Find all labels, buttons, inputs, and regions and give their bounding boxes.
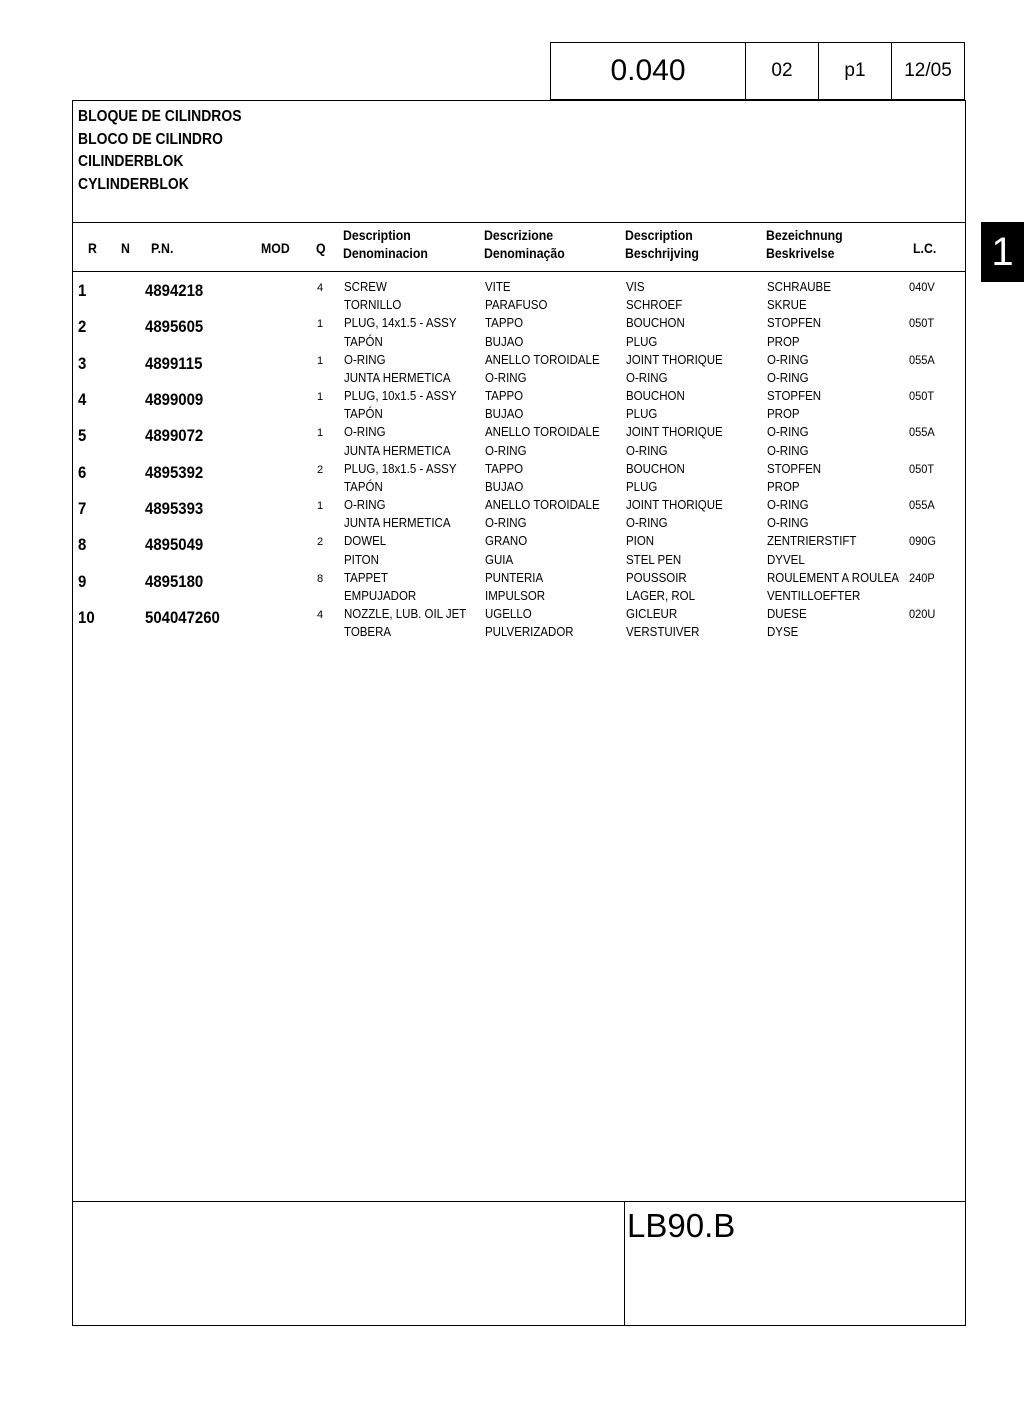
description-line: BOUCHON xyxy=(626,389,685,404)
description-line: DUESE xyxy=(767,607,807,622)
description-cell xyxy=(626,496,723,532)
footer-divider xyxy=(73,1201,965,1202)
description-line: TAPPO xyxy=(485,389,524,404)
parts-list-frame xyxy=(72,100,966,1326)
description-cell xyxy=(626,351,723,387)
description-line: TAPPO xyxy=(485,316,524,331)
labour-code: 055A xyxy=(909,352,935,367)
part-number: 4895049 xyxy=(145,535,204,555)
description-line: PLUG xyxy=(626,334,658,349)
labour-code: 050T xyxy=(909,316,935,331)
description-line: BUJAO xyxy=(485,407,524,422)
description-cell xyxy=(485,496,600,532)
ref-number: 7 xyxy=(78,499,87,519)
col-desc2-line1: Descrizione xyxy=(484,227,554,243)
col-n: N xyxy=(121,240,130,256)
description-line: JOINT THORIQUE xyxy=(626,425,723,440)
description-cell xyxy=(626,605,699,641)
description-line: O-RING xyxy=(767,352,809,367)
description-line: TAPPET xyxy=(344,570,388,585)
description-line: TAPPO xyxy=(485,461,524,476)
part-number: 4895393 xyxy=(145,499,204,519)
description-line: DYSE xyxy=(767,625,799,640)
description-line: BOUCHON xyxy=(626,316,685,331)
ref-number: 8 xyxy=(78,535,87,555)
description-cell xyxy=(344,569,416,605)
quantity: 1 xyxy=(317,427,324,440)
description-line: JUNTA HERMETICA xyxy=(344,370,451,385)
description-line: GICLEUR xyxy=(626,607,678,622)
labour-code: 240P xyxy=(909,570,935,585)
quantity: 1 xyxy=(317,391,324,404)
description-cell xyxy=(767,314,821,350)
ref-number: 3 xyxy=(78,353,87,373)
footer-separator xyxy=(624,1202,625,1325)
title-portuguese: BLOCO DE CILINDRO xyxy=(78,130,223,148)
title-danish: CYLINDERBLOK xyxy=(78,175,189,193)
header-divider xyxy=(73,271,965,272)
description-cell xyxy=(626,387,685,423)
description-cell xyxy=(344,605,466,641)
description-line: O-RING xyxy=(344,498,386,513)
description-line: IMPULSOR xyxy=(485,589,546,603)
description-cell xyxy=(626,314,685,350)
description-line: O-RING xyxy=(767,425,809,440)
labour-code: 040V xyxy=(909,280,935,294)
description-cell xyxy=(485,532,527,568)
description-line: ROULEMENT A ROULEA xyxy=(767,570,900,585)
description-line: VIS xyxy=(626,280,645,294)
description-cell xyxy=(626,423,723,459)
description-cell xyxy=(767,460,821,496)
description-cell xyxy=(485,314,523,350)
col-r: R xyxy=(88,240,97,256)
model-code: LB90.B xyxy=(627,1207,736,1244)
description-line: STEL PEN xyxy=(626,552,682,567)
description-line: STOPFEN xyxy=(767,461,822,476)
quantity: 4 xyxy=(317,282,324,294)
description-line: O-RING xyxy=(767,443,809,458)
description-line: TOBERA xyxy=(344,625,392,640)
description-cell xyxy=(626,569,695,605)
description-cell xyxy=(767,569,899,605)
description-cell xyxy=(344,423,450,459)
description-line: VITE xyxy=(485,280,511,294)
description-line: VERSTUIVER xyxy=(626,625,700,640)
section-tab: 1 xyxy=(981,222,1024,282)
description-line: GRANO xyxy=(485,534,528,549)
quantity: 1 xyxy=(317,354,324,367)
description-line: PARAFUSO xyxy=(485,298,548,313)
table-row xyxy=(73,457,965,493)
labour-code: 055A xyxy=(909,498,935,513)
description-cell xyxy=(344,496,450,532)
document-header xyxy=(550,42,965,100)
description-line: STOPFEN xyxy=(767,389,822,404)
description-line: PLUG, 10x1.5 - ASSY xyxy=(344,389,457,404)
description-line: SCHRAUBE xyxy=(767,280,831,294)
part-number: 4899115 xyxy=(145,353,203,373)
description-line: O-RING xyxy=(626,516,668,531)
column-headers xyxy=(73,225,965,273)
page-number: p1 xyxy=(819,43,892,99)
description-line: O-RING xyxy=(485,516,527,531)
description-line: ANELLO TOROIDALE xyxy=(485,352,600,367)
quantity: 8 xyxy=(317,572,324,585)
description-line: SKRUE xyxy=(767,298,807,313)
description-line: STOPFEN xyxy=(767,316,822,331)
labour-code: 090G xyxy=(909,534,937,549)
part-number: 4895605 xyxy=(145,317,204,337)
section-code: 0.040 xyxy=(551,43,746,99)
table-row xyxy=(73,529,965,565)
section-titles xyxy=(78,106,242,196)
description-cell xyxy=(767,278,831,314)
description-line: TORNILLO xyxy=(344,298,402,313)
col-mod: MOD xyxy=(261,240,290,256)
description-cell xyxy=(344,532,386,568)
description-line: SCREW xyxy=(344,280,387,294)
description-line: PUNTERIA xyxy=(485,570,544,585)
description-line: JUNTA HERMETICA xyxy=(344,443,451,458)
description-line: JOINT THORIQUE xyxy=(626,498,723,513)
labour-code: 055A xyxy=(909,425,935,440)
description-line: TAPÓN xyxy=(344,479,383,494)
col-desc3-line2: Beschrijving xyxy=(625,245,699,261)
description-cell xyxy=(344,460,457,496)
description-line: PITON xyxy=(344,552,379,567)
description-line: PION xyxy=(626,534,655,549)
part-number: 4899072 xyxy=(145,426,204,446)
description-line: ANELLO TOROIDALE xyxy=(485,498,600,513)
part-number: 4899009 xyxy=(145,390,204,410)
description-cell xyxy=(344,278,401,314)
ref-number: 1 xyxy=(78,281,87,300)
ref-number: 9 xyxy=(78,571,87,591)
description-line: VENTILLOEFTER xyxy=(767,589,861,603)
description-line: TAPÓN xyxy=(344,334,383,349)
col-desc4-line1: Bezeichnung xyxy=(766,227,843,243)
description-line: JOINT THORIQUE xyxy=(626,352,723,367)
description-line: GUIA xyxy=(485,552,514,567)
description-cell xyxy=(485,387,523,423)
quantity: 1 xyxy=(317,318,324,331)
description-line: O-RING xyxy=(626,443,668,458)
description-line: O-RING xyxy=(767,370,809,385)
col-desc1-line2: Denominacion xyxy=(343,245,428,261)
title-divider xyxy=(73,222,965,223)
description-line: EMPUJADOR xyxy=(344,589,417,603)
description-line: JUNTA HERMETICA xyxy=(344,516,451,531)
description-line: DYVEL xyxy=(767,552,805,567)
col-q: Q xyxy=(316,240,326,256)
col-desc3-line1: Description xyxy=(625,227,693,243)
description-cell xyxy=(626,278,682,314)
table-row xyxy=(73,493,965,529)
description-cell xyxy=(344,314,457,350)
description-cell xyxy=(485,605,574,641)
quantity: 2 xyxy=(317,463,324,476)
col-lc: L.C. xyxy=(913,240,937,256)
description-cell xyxy=(767,351,809,387)
labour-code: 050T xyxy=(909,389,935,404)
table-row xyxy=(73,384,965,420)
description-line: PLUG, 18x1.5 - ASSY xyxy=(344,461,457,476)
description-line: PROP xyxy=(767,334,800,349)
description-line: ANELLO TOROIDALE xyxy=(485,425,600,440)
description-line: PULVERIZADOR xyxy=(485,625,574,640)
description-line: UGELLO xyxy=(485,607,532,622)
col-desc2-line2: Denominação xyxy=(484,245,565,261)
part-number: 4895180 xyxy=(145,571,204,591)
table-row xyxy=(73,348,965,384)
description-line: O-RING xyxy=(767,498,809,513)
table-row xyxy=(73,566,965,602)
description-cell xyxy=(767,605,807,641)
description-cell xyxy=(344,387,457,423)
table-row xyxy=(73,275,965,311)
description-line: SCHROEF xyxy=(626,298,683,313)
description-line: BUJAO xyxy=(485,479,524,494)
description-cell xyxy=(485,278,547,314)
table-row xyxy=(73,602,965,638)
description-line: PLUG, 14x1.5 - ASSY xyxy=(344,316,457,331)
description-line: DOWEL xyxy=(344,534,387,549)
ref-number: 4 xyxy=(78,390,87,410)
ref-number: 10 xyxy=(78,608,95,628)
col-desc1-line1: Description xyxy=(343,227,411,243)
version-number: 02 xyxy=(746,43,819,99)
description-cell xyxy=(344,351,450,387)
quantity: 2 xyxy=(317,536,324,549)
description-line: TAPÓN xyxy=(344,407,383,422)
description-line: O-RING xyxy=(485,370,527,385)
description-line: BUJAO xyxy=(485,334,524,349)
description-cell xyxy=(767,532,856,568)
table-row xyxy=(73,420,965,456)
quantity: 1 xyxy=(317,500,324,513)
part-number: 504047260 xyxy=(145,608,220,628)
col-pn: P.N. xyxy=(151,240,174,256)
description-line: O-RING xyxy=(626,370,668,385)
description-line: PLUG xyxy=(626,407,658,422)
table-row xyxy=(73,311,965,347)
revision-date: 12/05 xyxy=(904,60,952,81)
col-desc4-line2: Beskrivelse xyxy=(766,245,835,261)
description-line: O-RING xyxy=(485,443,527,458)
description-cell xyxy=(767,387,821,423)
part-number: 4895392 xyxy=(145,462,204,482)
description-cell xyxy=(485,351,600,387)
description-line: PROP xyxy=(767,479,800,494)
quantity: 4 xyxy=(317,609,324,622)
description-line: O-RING xyxy=(344,352,386,367)
title-spanish: BLOQUE DE CILINDROS xyxy=(78,108,242,125)
description-cell xyxy=(485,423,600,459)
description-cell xyxy=(767,423,809,459)
description-line: NOZZLE, LUB. OIL JET xyxy=(344,607,467,622)
title-dutch: CILINDERBLOK xyxy=(78,153,184,170)
labour-code: 020U xyxy=(909,607,936,622)
ref-number: 2 xyxy=(78,317,87,337)
description-line: PLUG xyxy=(626,479,658,494)
ref-number: 6 xyxy=(78,462,87,482)
description-cell xyxy=(626,532,681,568)
description-cell xyxy=(626,460,685,496)
description-line: O-RING xyxy=(767,516,809,531)
part-number: 4894218 xyxy=(145,281,204,300)
description-line: POUSSOIR xyxy=(626,570,687,585)
description-cell xyxy=(767,496,809,532)
description-line: LAGER, ROL xyxy=(626,589,696,603)
description-line: O-RING xyxy=(344,425,386,440)
description-line: ZENTRIERSTIFT xyxy=(767,534,857,549)
description-line: BOUCHON xyxy=(626,461,685,476)
labour-code: 050T xyxy=(909,461,935,476)
description-line: PROP xyxy=(767,407,800,422)
description-cell xyxy=(485,569,545,605)
description-cell xyxy=(485,460,523,496)
ref-number: 5 xyxy=(78,426,87,446)
